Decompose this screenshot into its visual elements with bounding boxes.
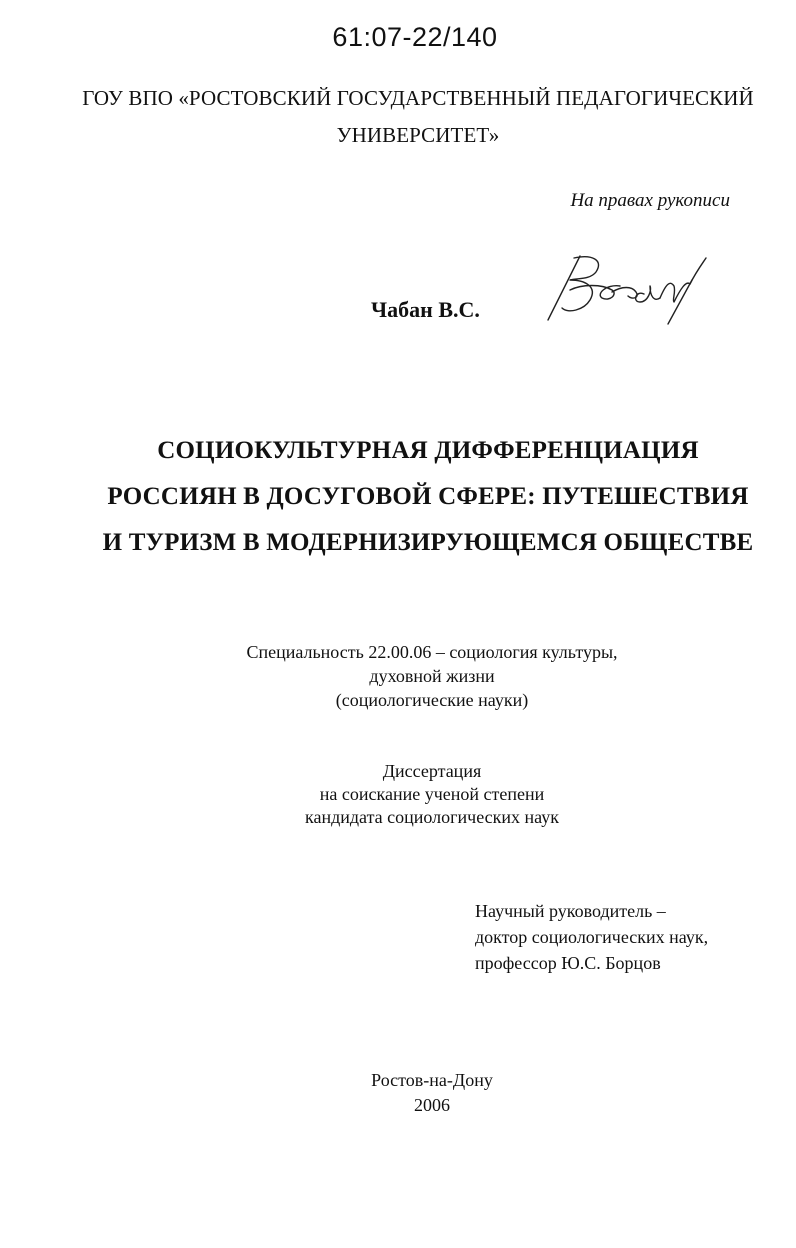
specialty-line-1: Специальность 22.00.06 – социология культуры, xyxy=(246,642,618,662)
degree-block xyxy=(60,760,796,829)
year: 2006 xyxy=(414,1095,450,1115)
title-line-3: И ТУРИЗМ В МОДЕРНИЗИРУЮЩЕМСЯ ОБЩЕСТВЕ xyxy=(102,529,754,556)
institution-line-1: ГОУ ВПО «РОСТОВСКИЙ ГОСУДАРСТВЕННЫЙ ПЕДАГОГИЧЕСКИЙ xyxy=(82,86,754,110)
specialty-block xyxy=(60,640,796,712)
institution-line-2: УНИВЕРСИТЕТ» xyxy=(336,123,500,147)
signature-icon xyxy=(540,250,710,330)
degree-line-2: на соискание ученой степени xyxy=(319,784,545,804)
degree-line-1: Диссертация xyxy=(382,761,482,781)
dissertation-title xyxy=(60,428,796,566)
author-name: Чабан В.С. xyxy=(371,297,480,322)
advisor-line-3: профессор Ю.С. Борцов xyxy=(475,953,661,973)
degree-line-3: кандидата социологических наук xyxy=(305,807,559,827)
title-line-2: РОССИЯН В ДОСУГОВОЙ СФЕРЕ: ПУТЕШЕСТВИЯ xyxy=(107,483,749,510)
place-and-year xyxy=(60,1068,796,1118)
advisor-line-1: Научный руководитель – xyxy=(475,901,666,921)
title-line-1: СОЦИОКУЛЬТУРНАЯ ДИФФЕРЕНЦИАЦИЯ xyxy=(157,437,699,464)
manuscript-note: На правах рукописи xyxy=(570,190,730,211)
catalog-number: 61:07-22/140 xyxy=(332,22,498,52)
advisor-line-2: доктор социологических наук, xyxy=(475,927,709,947)
specialty-line-2: духовной жизни xyxy=(369,666,495,686)
city: Ростов-на-Дону xyxy=(371,1070,493,1090)
advisor-block xyxy=(475,898,708,976)
specialty-line-3: (социологические науки) xyxy=(335,690,529,710)
institution-name xyxy=(60,80,776,154)
